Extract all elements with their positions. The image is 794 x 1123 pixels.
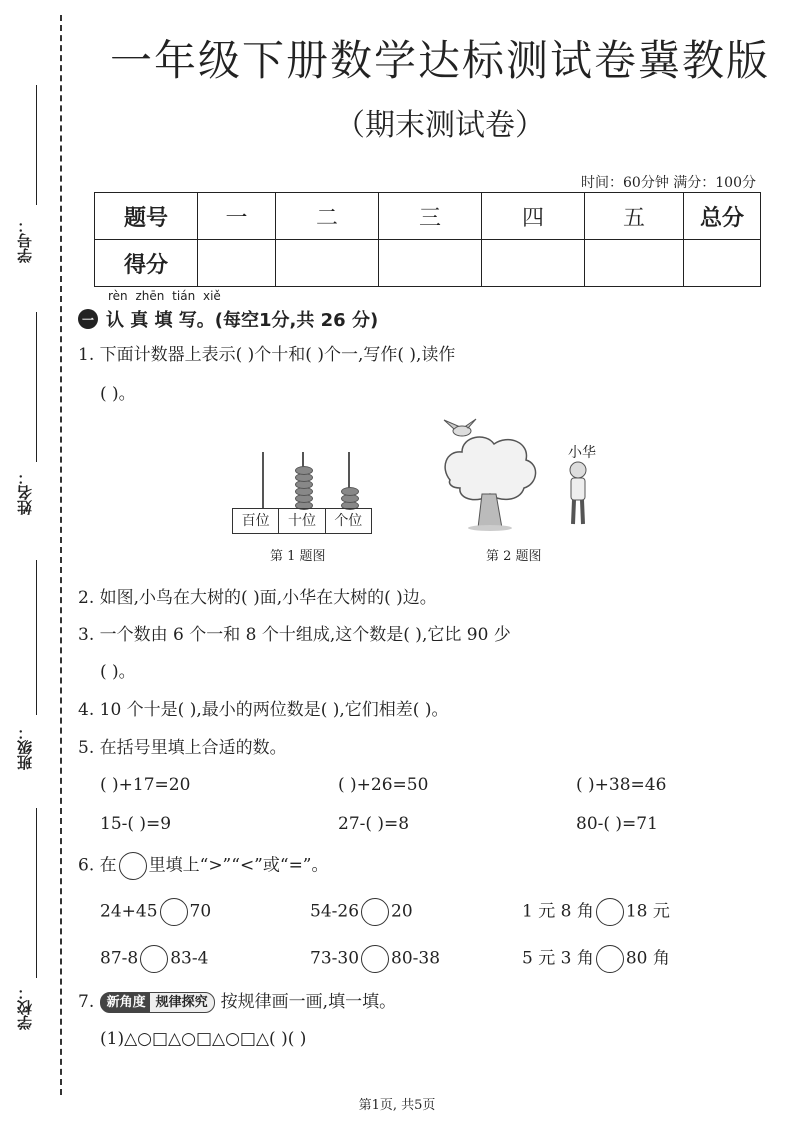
compare-item bbox=[522, 945, 670, 973]
q5-item: 15-( )=9 bbox=[100, 814, 172, 834]
person-icon bbox=[570, 462, 586, 524]
compare-right: 18 元 bbox=[625, 901, 670, 922]
compare-right: 80-38 bbox=[391, 948, 441, 969]
score-row-label: 得分 bbox=[95, 240, 198, 287]
tree-bird-person-illustration bbox=[438, 418, 608, 533]
abacus-place-labels bbox=[232, 508, 372, 534]
score-table bbox=[94, 192, 761, 287]
compare-item bbox=[100, 898, 211, 926]
tree-icon bbox=[445, 437, 535, 531]
score-header-cell: 总分 bbox=[684, 193, 761, 240]
score-cell[interactable] bbox=[379, 240, 482, 287]
circle-icon bbox=[119, 852, 147, 880]
compare-right: 70 bbox=[189, 901, 212, 922]
score-header-cell: 五 bbox=[585, 193, 684, 240]
compare-circle[interactable] bbox=[160, 898, 188, 926]
pattern-badge: 规律探究 bbox=[149, 992, 215, 1013]
score-table-header-row bbox=[95, 193, 761, 240]
section-heading bbox=[78, 306, 378, 332]
score-header-cell: 题号 bbox=[95, 193, 198, 240]
compare-left: 87-8 bbox=[100, 948, 139, 969]
section-title: 认 真 填 写。(每空1分,共 26 分) bbox=[106, 310, 379, 331]
question-2: 2. 如图,小鸟在大树的( )面,小华在大树的( )边。 bbox=[78, 588, 437, 608]
class-line[interactable] bbox=[36, 560, 37, 715]
question-6 bbox=[78, 852, 329, 880]
q5-item: ( )+26=50 bbox=[338, 775, 429, 795]
compare-item bbox=[100, 945, 208, 973]
abacus-rod bbox=[262, 452, 264, 508]
compare-item bbox=[310, 898, 413, 926]
question-4: 4. 10 个十是( ),最小的两位数是( ),它们相差( )。 bbox=[78, 700, 449, 720]
question-7-sub1: (1)△○□△○□△○□△( )( ) bbox=[100, 1029, 307, 1049]
compare-circle[interactable] bbox=[361, 898, 389, 926]
compare-circle[interactable] bbox=[596, 945, 624, 973]
question-7-text: 按规律画一画,填一填。 bbox=[220, 992, 397, 1012]
section-pinyin: rèn zhēn tián xiě bbox=[108, 289, 221, 303]
name-line[interactable] bbox=[36, 312, 37, 462]
new-angle-badge: 新角度 bbox=[100, 992, 153, 1013]
place-label-ones: 个位 bbox=[334, 513, 363, 529]
compare-right: 83-4 bbox=[170, 948, 209, 969]
score-cell[interactable] bbox=[276, 240, 379, 287]
abacus-bead bbox=[341, 487, 359, 496]
compare-circle[interactable] bbox=[140, 945, 168, 973]
binding-dashed-line bbox=[60, 15, 62, 1095]
question-1-line1: 1. 下面计数器上表示( )个十和( )个一,写作( ),读作 bbox=[78, 345, 456, 365]
question-7 bbox=[78, 990, 396, 1014]
question-5: 5. 在括号里填上合适的数。 bbox=[78, 738, 287, 758]
class-label: 班级： bbox=[16, 725, 34, 770]
compare-item bbox=[310, 945, 440, 973]
figure-2-caption: 第 2 题图 bbox=[486, 549, 542, 564]
compare-left: 1 元 8 角 bbox=[522, 901, 594, 922]
name-label: 姓名： bbox=[16, 470, 34, 515]
compare-right: 20 bbox=[391, 901, 413, 922]
page-footer: 第1页, 共5页 bbox=[358, 1098, 436, 1113]
score-header-cell: 一 bbox=[198, 193, 276, 240]
school-line[interactable] bbox=[36, 808, 37, 978]
question-7-number: 7. bbox=[78, 992, 95, 1012]
question-1-line2: ( )。 bbox=[100, 384, 136, 404]
bird-icon bbox=[444, 419, 476, 436]
person-label: 小华 bbox=[568, 445, 596, 461]
page-subtitle: （期末测试卷） bbox=[335, 108, 545, 143]
score-cell[interactable] bbox=[585, 240, 684, 287]
compare-left: 73-30 bbox=[310, 948, 360, 969]
score-header-cell: 二 bbox=[276, 193, 379, 240]
compare-circle[interactable] bbox=[361, 945, 389, 973]
score-header-cell: 四 bbox=[482, 193, 585, 240]
compare-right: 80 角 bbox=[625, 948, 670, 969]
figure-1-caption: 第 1 题图 bbox=[270, 549, 326, 564]
q5-item: 27-( )=8 bbox=[338, 814, 410, 834]
question-6-prefix: 6. 在 bbox=[78, 855, 117, 876]
compare-left: 5 元 3 角 bbox=[522, 948, 594, 969]
question-3-line2: ( )。 bbox=[100, 662, 136, 682]
q5-item: ( )+17=20 bbox=[100, 775, 191, 795]
place-label-hundreds: 百位 bbox=[233, 509, 279, 533]
score-cell[interactable] bbox=[684, 240, 761, 287]
question-6-text: 里填上“>”“<”或“=”。 bbox=[148, 855, 329, 876]
school-label: 学校： bbox=[16, 985, 34, 1030]
student-id-label: 学号： bbox=[16, 218, 34, 263]
student-id-line[interactable] bbox=[36, 85, 37, 205]
abacus-bead bbox=[295, 466, 313, 475]
compare-item bbox=[522, 898, 670, 926]
time-info: 时间：60分钟 满分：100分 bbox=[581, 175, 756, 191]
place-label-tens: 十位 bbox=[279, 509, 325, 533]
q5-item: ( )+38=46 bbox=[576, 775, 667, 795]
tree-figure bbox=[438, 418, 608, 533]
page-title: 一年级下册数学达标测试卷冀教版 bbox=[109, 36, 770, 85]
compare-left: 54-26 bbox=[310, 901, 360, 922]
score-cell[interactable] bbox=[198, 240, 276, 287]
compare-circle[interactable] bbox=[596, 898, 624, 926]
score-cell[interactable] bbox=[482, 240, 585, 287]
section-number-badge: 一 bbox=[78, 309, 98, 329]
abacus-figure bbox=[232, 452, 372, 532]
compare-left: 24+45 bbox=[100, 901, 158, 922]
score-table-score-row bbox=[95, 240, 761, 287]
score-header-cell: 三 bbox=[379, 193, 482, 240]
q5-item: 80-( )=71 bbox=[576, 814, 658, 834]
question-3-line1: 3. 一个数由 6 个一和 8 个十组成,这个数是( ),它比 90 少 bbox=[78, 625, 511, 645]
